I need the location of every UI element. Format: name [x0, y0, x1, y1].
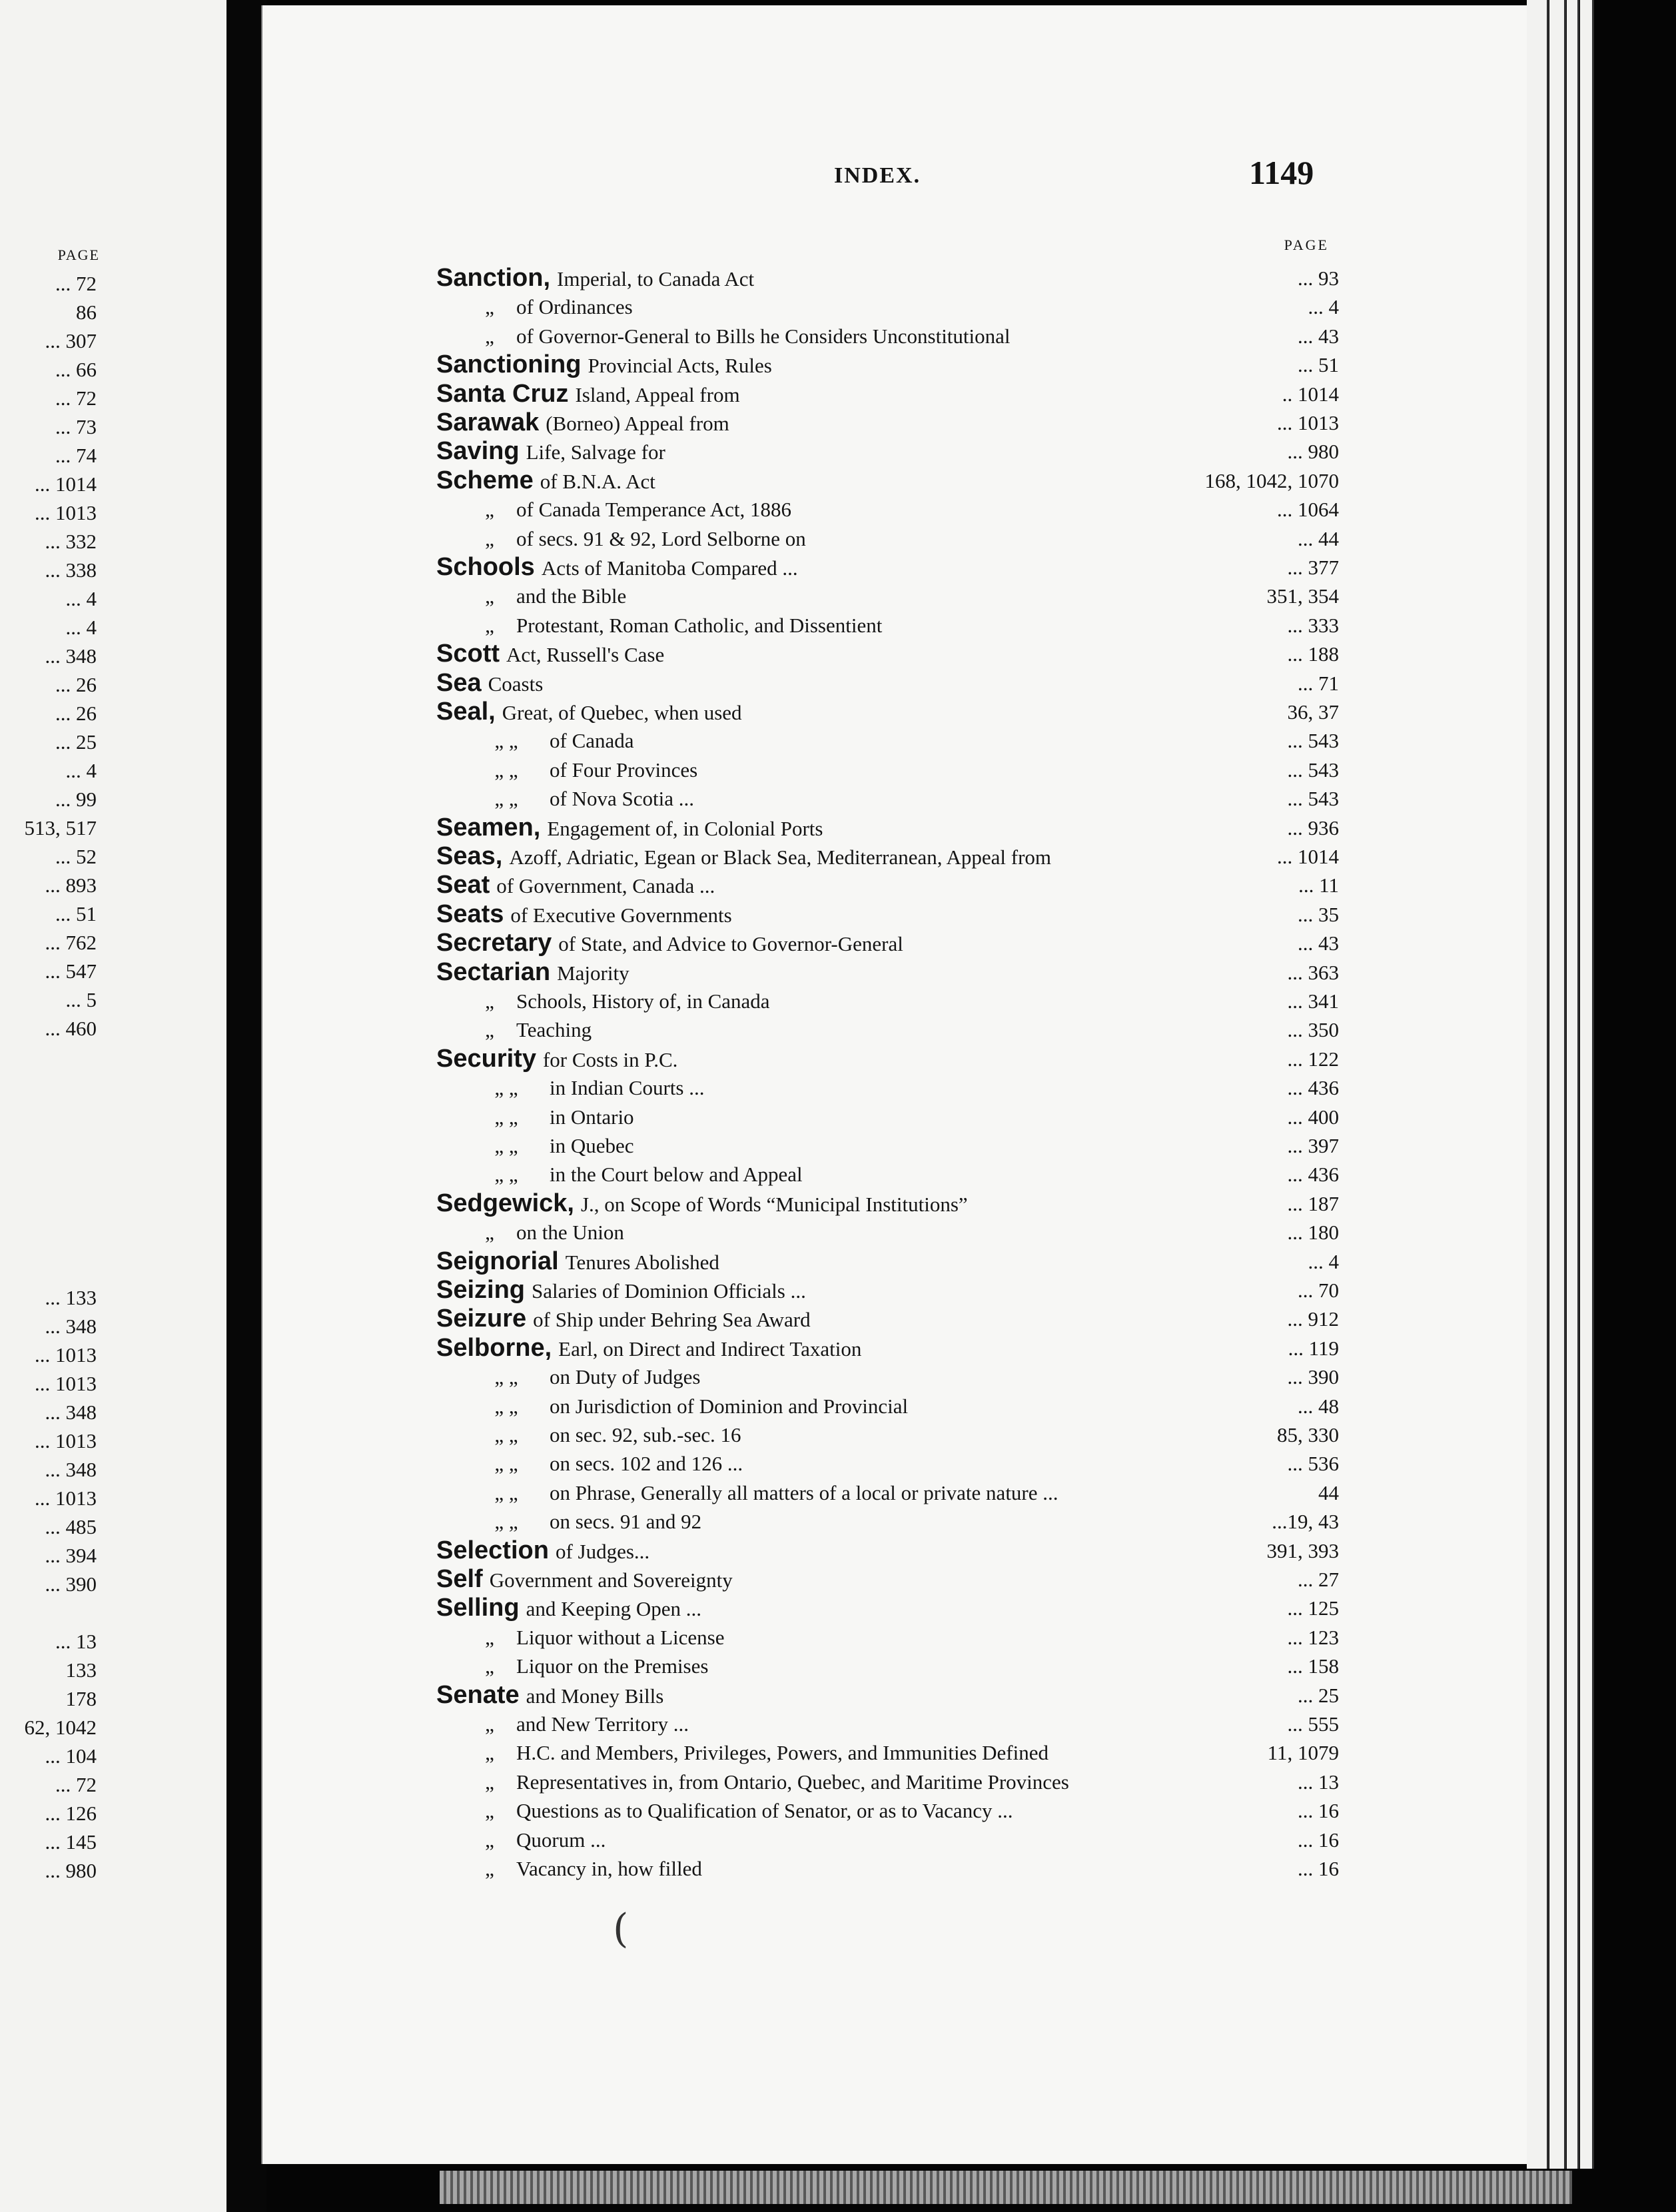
scan-ruler: [440, 2171, 1572, 2204]
ditto-mark: „: [485, 1221, 494, 1244]
entry-text: on the Union: [516, 1221, 624, 1244]
entry-text: Engagement of, in Colonial Ports: [547, 817, 823, 840]
previous-page-row: ... 26: [55, 702, 97, 725]
entry-page-ref: ... 333: [1287, 614, 1339, 637]
ditto-mark: „: [485, 1770, 494, 1794]
page-edge: [1567, 0, 1579, 2169]
ditto-mark: „ „: [494, 1163, 518, 1186]
previous-page-row: 513, 517: [24, 816, 97, 839]
entry-page-ref: ... 390: [1287, 1365, 1339, 1388]
index-entry: [436, 958, 1339, 987]
index-entry: [436, 756, 1339, 784]
ditto-mark: „: [485, 1018, 494, 1041]
index-entry: [436, 350, 1339, 379]
entry-page-ref: ... 1014: [1277, 845, 1339, 868]
entry-page-ref: ... 1064: [1277, 498, 1339, 521]
index-entry: [436, 1449, 1339, 1478]
index-entry: [436, 264, 1339, 292]
entry-page-ref: ... 4: [1308, 295, 1339, 318]
entry-page-ref: ... 4: [1308, 1250, 1339, 1273]
entry-page-ref: ... 125: [1287, 1596, 1339, 1620]
entry-text: Liquor on the Premises: [516, 1654, 709, 1678]
entry-text: (Borneo) Appeal from: [546, 412, 729, 435]
entry-text: on secs. 102 and 126 ...: [550, 1452, 743, 1475]
index-entry: [436, 611, 1339, 640]
entry-page-ref: ... 436: [1287, 1163, 1339, 1186]
previous-page-row: ... 4: [65, 616, 97, 639]
previous-page-row: ... 66: [55, 358, 97, 381]
previous-page-strip: [0, 0, 229, 2212]
entry-heading: Senate: [436, 1681, 520, 1709]
entry-text: of Canada: [550, 729, 634, 752]
ditto-mark: „ „: [494, 729, 518, 752]
entry-text: Salaries of Dominion Officials ...: [532, 1279, 806, 1303]
entry-heading: Saving: [436, 437, 520, 465]
index-entry: [436, 1363, 1339, 1391]
entry-page-ref: ... 123: [1287, 1626, 1339, 1649]
previous-page-row: ... 307: [45, 329, 97, 352]
entry-heading: Secretary: [436, 929, 552, 957]
index-entry: [436, 582, 1339, 610]
entry-page-ref: ...19, 43: [1272, 1510, 1339, 1533]
index-entry: [436, 1045, 1339, 1073]
entry-page-ref: .. 1014: [1282, 382, 1339, 406]
previous-page-row: ... 72: [55, 386, 97, 410]
index-entry: [436, 1015, 1339, 1044]
previous-page-row: ... 72: [55, 272, 97, 295]
entry-text: Tenures Abolished: [565, 1251, 719, 1274]
entry-text: and New Territory ...: [516, 1712, 689, 1736]
entry-text: of Ship under Behring Sea Award: [533, 1308, 811, 1331]
index-entry: [436, 900, 1339, 929]
entry-page-ref: ... 436: [1287, 1076, 1339, 1099]
entry-page-ref: ... 350: [1287, 1018, 1339, 1041]
previous-page-row: ... 348: [45, 1400, 97, 1424]
previous-page-row: ... 99: [55, 788, 97, 811]
previous-page-row: ... 1013: [35, 1372, 97, 1395]
entry-text: of Canada Temperance Act, 1886: [516, 498, 792, 521]
page-number: 1149: [1249, 154, 1314, 191]
ditto-mark: „ „: [494, 1423, 518, 1446]
previous-page-row: ... 25: [55, 730, 97, 754]
previous-page-row: ... 104: [45, 1744, 97, 1768]
entry-page-ref: ... 180: [1287, 1221, 1339, 1244]
entry-text: of secs. 91 & 92, Lord Selborne on: [516, 527, 806, 550]
index-entry: [436, 1652, 1339, 1680]
entry-text: Teaching: [516, 1018, 592, 1041]
entry-heading: Sedgewick,: [436, 1189, 574, 1217]
page-edge: [1549, 0, 1566, 2169]
entry-text: Liquor without a License: [516, 1626, 725, 1649]
entry-page-ref: ... 980: [1287, 440, 1339, 463]
previous-page-row: ... 390: [45, 1572, 97, 1596]
entry-heading: Seal,: [436, 698, 496, 726]
entry-heading: Sanctioning: [436, 350, 582, 378]
entry-text: of B.N.A. Act: [540, 470, 655, 493]
index-entry: [436, 292, 1339, 321]
index-entry: [436, 1594, 1339, 1622]
index-entry: [436, 1160, 1339, 1189]
index-entry: [436, 814, 1339, 842]
ditto-mark: „ „: [494, 1134, 518, 1157]
entry-heading: Seats: [436, 900, 504, 928]
entry-text: Provincial Acts, Rules: [588, 354, 772, 377]
previous-page-row: ... 980: [45, 1859, 97, 1882]
entry-text: of Nova Scotia ...: [550, 787, 694, 810]
index-entry: [436, 524, 1339, 553]
previous-page-row: ... 547: [45, 959, 97, 983]
page-column-label: PAGE: [1284, 237, 1329, 253]
entry-text: Coasts: [488, 672, 544, 696]
ditto-mark: „: [485, 1741, 494, 1764]
index-entry: [436, 1536, 1339, 1565]
entry-page-ref: 36, 37: [1287, 700, 1339, 724]
entry-heading: Seamen,: [436, 814, 541, 841]
previous-page-row: ... 394: [45, 1544, 97, 1567]
entry-page-ref: ... 35: [1298, 903, 1339, 926]
previous-page-row: 62, 1042: [24, 1716, 97, 1739]
index-entry: [436, 1796, 1339, 1825]
entry-text: Protestant, Roman Catholic, and Dissentient: [516, 614, 883, 637]
index-entry: [436, 1826, 1339, 1854]
entry-heading: Schools: [436, 553, 535, 581]
previous-page-row: ... 51: [55, 902, 97, 925]
ditto-mark: „: [485, 1654, 494, 1678]
entry-page-ref: ... 122: [1287, 1047, 1339, 1071]
entry-page-ref: ... 1013: [1277, 411, 1339, 434]
index-entry: [436, 726, 1339, 755]
entry-heading: Security: [436, 1045, 536, 1073]
previous-page-row: ... 52: [55, 845, 97, 868]
entry-page-ref: ... 377: [1287, 556, 1339, 579]
index-entry: [436, 1565, 1339, 1594]
entry-text: in Indian Courts ...: [550, 1076, 705, 1099]
previous-page-row: ... 1013: [35, 1429, 97, 1452]
entry-page-ref: ... 187: [1287, 1192, 1339, 1215]
entry-text: on Phrase, Generally all matters of a local or private nature ...: [550, 1481, 1058, 1504]
entry-heading: Selborne,: [436, 1334, 552, 1362]
entry-page-ref: ... 543: [1287, 729, 1339, 752]
entry-heading: Sectarian: [436, 958, 551, 986]
entry-text: Schools, History of, in Canada: [516, 989, 770, 1013]
entry-page-ref: ... 51: [1298, 353, 1339, 376]
entry-text: Acts of Manitoba Compared ...: [541, 556, 798, 580]
entry-text: Majority: [557, 961, 629, 985]
previous-page-row: ... 145: [45, 1830, 97, 1854]
previous-page-row: ... 1014: [35, 472, 97, 496]
entry-page-ref: ... 71: [1298, 672, 1339, 695]
entry-heading: Self: [436, 1565, 483, 1593]
index-entry: [436, 1420, 1339, 1449]
ditto-mark: „ „: [494, 758, 518, 782]
entry-page-ref: 11, 1079: [1267, 1741, 1339, 1764]
index-entry: [436, 1276, 1339, 1305]
entry-page-ref: ... 16: [1298, 1857, 1339, 1880]
entry-page-ref: 351, 354: [1266, 584, 1339, 608]
index-entry: [436, 1710, 1339, 1738]
entry-page-ref: ... 43: [1298, 324, 1339, 348]
entry-heading: Sarawak: [436, 408, 540, 436]
previous-page-row: ... 893: [45, 873, 97, 897]
entry-text: of Four Provinces: [550, 758, 698, 782]
entry-text: Representatives in, from Ontario, Quebec, and Maritime Provinces: [516, 1770, 1069, 1794]
index-entry: [436, 1854, 1339, 1883]
index-entry: [436, 1738, 1339, 1767]
entry-page-ref: ... 912: [1287, 1307, 1339, 1331]
entry-text: Questions as to Qualification of Senator, or as to Vacancy ...: [516, 1799, 1013, 1822]
entry-text: of Ordinances: [516, 295, 633, 318]
ditto-mark: „: [485, 614, 494, 637]
entry-page-ref: ... 341: [1287, 989, 1339, 1013]
ditto-mark: „ „: [494, 1481, 518, 1504]
index-entry: [436, 1334, 1339, 1363]
index-entry: [436, 784, 1339, 813]
ditto-mark: „ „: [494, 787, 518, 810]
entry-page-ref: ... 70: [1298, 1279, 1339, 1302]
index-entry: [436, 495, 1339, 524]
entry-heading: Seat: [436, 871, 490, 899]
previous-page-row: ... 338: [45, 558, 97, 582]
previous-page-row: ... 13: [55, 1630, 97, 1653]
index-entry: [436, 1247, 1339, 1276]
entry-page-ref: ... 11: [1298, 873, 1339, 897]
entry-heading: Scott: [436, 640, 500, 668]
previous-page-row: ... 332: [45, 530, 97, 553]
previous-page-row: 178: [65, 1687, 97, 1710]
entry-page-ref: ... 400: [1287, 1105, 1339, 1129]
entry-text: in the Court below and Appeal: [550, 1163, 803, 1186]
entry-text: for Costs in P.C.: [542, 1048, 678, 1071]
index-entry: [436, 1103, 1339, 1131]
ditto-mark: „: [485, 1828, 494, 1852]
ditto-mark: „: [485, 989, 494, 1013]
entry-page-ref: 85, 330: [1277, 1423, 1339, 1446]
previous-page-row: ... 5: [65, 988, 97, 1011]
entry-text: Great, of Quebec, when used: [502, 701, 742, 724]
entry-page-ref: ... 48: [1298, 1394, 1339, 1418]
previous-page-row: ... 348: [45, 1458, 97, 1481]
entry-text: on secs. 91 and 92: [550, 1510, 702, 1533]
entry-text: on Jurisdiction of Dominion and Provincial: [550, 1394, 909, 1418]
entry-heading: Seizing: [436, 1276, 526, 1304]
page-edge: [1580, 0, 1594, 2169]
index-entry: [436, 1073, 1339, 1102]
ditto-mark: „: [485, 295, 494, 318]
page-header-title: INDEX.: [834, 163, 921, 188]
entry-page-ref: ... 536: [1287, 1452, 1339, 1475]
entry-page-ref: 44: [1318, 1481, 1339, 1504]
entry-text: Life, Salvage for: [526, 440, 665, 464]
ditto-mark: „: [485, 527, 494, 550]
previous-page-row: ... 1013: [35, 501, 97, 524]
previous-page-row: 133: [65, 1658, 97, 1682]
entry-page-ref: ... 363: [1287, 961, 1339, 984]
entry-text: of Judges...: [555, 1540, 650, 1563]
ditto-mark: „: [485, 324, 494, 348]
entry-text: Quorum ...: [516, 1828, 606, 1852]
ditto-mark: „: [485, 1626, 494, 1649]
entry-text: Earl, on Direct and Indirect Taxation: [558, 1337, 862, 1361]
index-entry: [436, 929, 1339, 957]
previous-page-row: ... 73: [55, 415, 97, 438]
previous-page-row: ... 4: [65, 587, 97, 610]
entry-page-ref: ... 158: [1287, 1654, 1339, 1678]
index-entry: [436, 437, 1339, 466]
index-entry: [436, 380, 1339, 408]
ditto-mark: „ „: [494, 1076, 518, 1099]
previous-page-row: ... 460: [45, 1017, 97, 1040]
entry-page-ref: ... 27: [1298, 1568, 1339, 1591]
previous-page-row: ... 1013: [35, 1486, 97, 1510]
index-entry: [436, 322, 1339, 350]
entry-page-ref: 168, 1042, 1070: [1204, 469, 1339, 492]
entry-text: J., on Scope of Words “Municipal Institutions”: [580, 1193, 968, 1216]
index-entry: [436, 1623, 1339, 1652]
ditto-mark: „ „: [494, 1394, 518, 1418]
index-entry: [436, 842, 1339, 871]
entry-text: H.C. and Members, Privileges, Powers, and Immunities Defined: [516, 1741, 1048, 1764]
ditto-mark: „: [485, 1712, 494, 1736]
index-entry: [436, 1392, 1339, 1420]
entry-text: of Government, Canada ...: [496, 874, 715, 897]
entry-text: and Keeping Open ...: [526, 1597, 702, 1620]
entry-heading: Seas,: [436, 842, 503, 870]
ditto-mark: „: [485, 1799, 494, 1822]
previous-page-row: ... 74: [55, 444, 97, 467]
entry-text: of State, and Advice to Governor-General: [558, 932, 903, 955]
previous-page-row: ... 126: [45, 1802, 97, 1825]
previous-page-col-label: PAGE: [57, 247, 100, 263]
index-entry: [436, 1507, 1339, 1536]
entry-text: Government and Sovereignty: [489, 1568, 733, 1592]
entry-heading: Santa Cruz: [436, 380, 569, 408]
previous-page-row: ... 133: [45, 1286, 97, 1309]
index-entry: [436, 1131, 1339, 1160]
entry-text: in Quebec: [550, 1134, 634, 1157]
book-spine: [226, 0, 266, 2212]
entry-page-ref: ... 936: [1287, 816, 1339, 839]
entry-page-ref: ... 93: [1298, 267, 1339, 290]
entry-page-ref: ... 16: [1298, 1799, 1339, 1822]
entry-text: in Ontario: [550, 1105, 634, 1129]
previous-page-row: ... 4: [65, 759, 97, 782]
entry-text: Azoff, Adriatic, Egean or Black Sea, Mediterranean, Appeal from: [509, 845, 1052, 869]
index-entry: [436, 1189, 1339, 1218]
entry-text: Vacancy in, how filled: [516, 1857, 702, 1880]
entry-text: of Governor-General to Bills he Considers Unconstitutional: [516, 324, 1011, 348]
ditto-mark: „ „: [494, 1452, 518, 1475]
previous-page-row: ... 348: [45, 644, 97, 668]
ditto-mark: „ „: [494, 1105, 518, 1129]
entry-page-ref: 391, 393: [1266, 1539, 1339, 1562]
ditto-mark: „: [485, 584, 494, 608]
index-entry: [436, 640, 1339, 668]
page-edge: [1527, 0, 1549, 2169]
entry-page-ref: ... 16: [1298, 1828, 1339, 1852]
entry-text: Act, Russell's Case: [506, 643, 665, 666]
index-entry: [436, 1305, 1339, 1333]
index-entry: [436, 466, 1339, 495]
entry-heading: Selling: [436, 1594, 520, 1622]
previous-page-row: ... 72: [55, 1773, 97, 1796]
ditto-mark: „: [485, 498, 494, 521]
previous-page-row: ... 26: [55, 673, 97, 696]
entry-page-ref: ... 397: [1287, 1134, 1339, 1157]
index-entry: [436, 1478, 1339, 1507]
index-entry: [436, 1681, 1339, 1710]
entry-text: Island, Appeal from: [575, 383, 740, 406]
index-entry: [436, 987, 1339, 1015]
previous-page-row: ... 485: [45, 1515, 97, 1538]
entry-text: and the Bible: [516, 584, 627, 608]
previous-page-row: [0, 1601, 97, 1628]
entry-page-ref: ... 43: [1298, 931, 1339, 955]
index-entry: [436, 553, 1339, 582]
previous-page-row: ... 762: [45, 931, 97, 954]
entry-text: on sec. 92, sub.-sec. 16: [550, 1423, 741, 1446]
entry-page-ref: ... 119: [1288, 1337, 1339, 1360]
entry-text: and Money Bills: [526, 1684, 664, 1708]
index-entry: [436, 669, 1339, 698]
entry-page-ref: ... 25: [1298, 1684, 1339, 1707]
ditto-mark: „ „: [494, 1510, 518, 1533]
entry-text: on Duty of Judges: [550, 1365, 701, 1388]
entry-heading: Seignorial: [436, 1247, 559, 1275]
entry-text: Imperial, to Canada Act: [557, 267, 755, 290]
entry-page-ref: ... 555: [1287, 1712, 1339, 1736]
entry-heading: Sanction,: [436, 264, 551, 292]
index-entry: [436, 408, 1339, 437]
ditto-mark: „: [485, 1857, 494, 1880]
entry-heading: Sea: [436, 669, 482, 697]
entry-page-ref: ... 543: [1287, 787, 1339, 810]
entry-heading: Selection: [436, 1536, 549, 1564]
entry-heading: Scheme: [436, 466, 534, 494]
index-entry: [436, 1768, 1339, 1796]
previous-page-row: ... 348: [45, 1315, 97, 1338]
index-entry: [436, 871, 1339, 899]
ditto-mark: „ „: [494, 1365, 518, 1388]
entry-page-ref: ... 543: [1287, 758, 1339, 782]
previous-page-row: ... 1013: [35, 1343, 97, 1367]
entry-page-ref: ... 44: [1298, 527, 1339, 550]
previous-page-row: 86: [76, 300, 97, 324]
index-entry: [436, 698, 1339, 726]
entry-page-ref: ... 188: [1287, 642, 1339, 666]
entry-heading: Seizure: [436, 1305, 527, 1333]
pen-mark: (: [613, 1906, 629, 1952]
entry-text: of Executive Governments: [510, 903, 732, 927]
entry-page-ref: ... 13: [1298, 1770, 1339, 1794]
index-entry: [436, 1218, 1339, 1247]
